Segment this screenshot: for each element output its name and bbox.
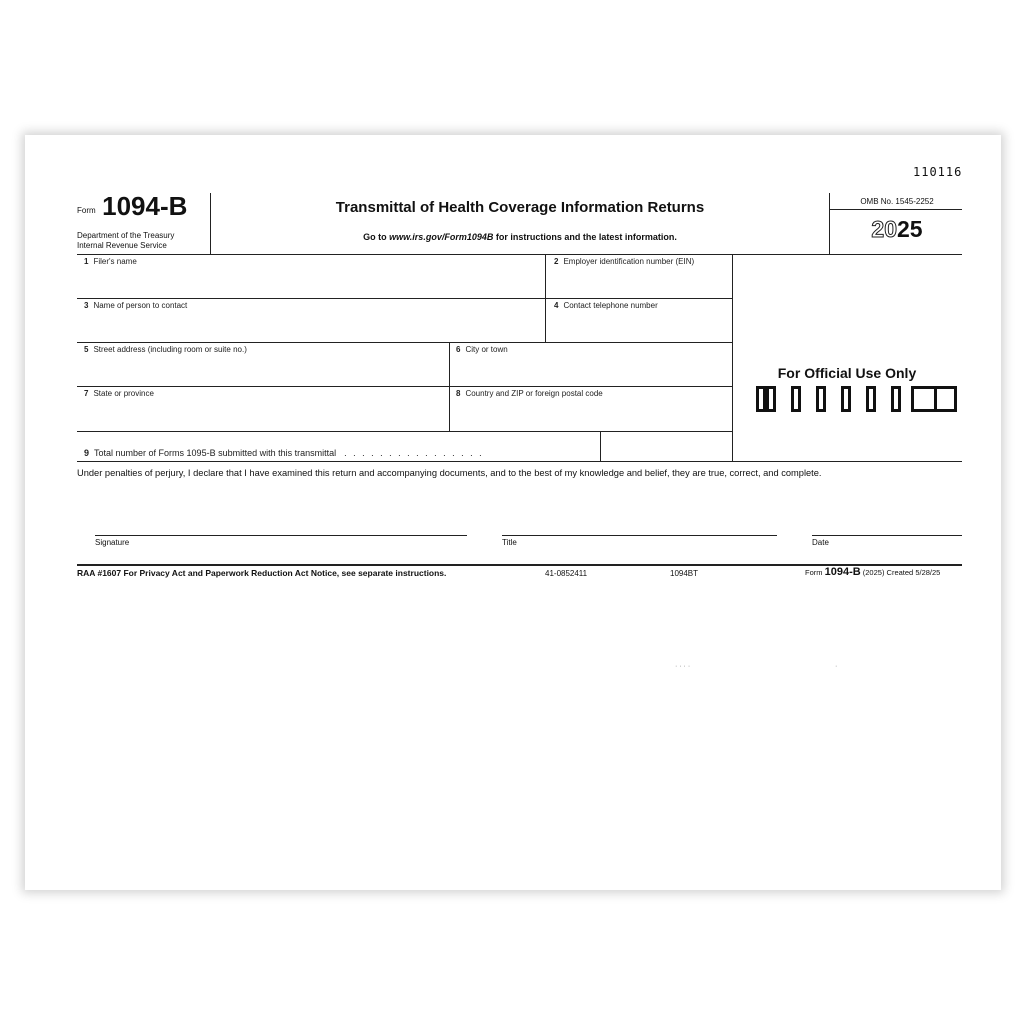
goto-prefix: Go to — [363, 232, 390, 242]
field-7-label: 7 State or province — [84, 389, 154, 398]
footer-form-id — [805, 566, 940, 578]
official-box — [841, 386, 851, 412]
form-code: 1094BT — [670, 569, 699, 578]
tax-year — [829, 216, 965, 243]
year-suffix: 25 — [897, 216, 923, 242]
signature-label: Signature — [95, 538, 130, 547]
privacy-notice: RAA #1607 For Privacy Act and Paperwork Reduction Act Notice, see separate instructions. — [77, 568, 447, 578]
catalog-number: 41-0852411 — [545, 569, 588, 578]
official-use-divider — [732, 254, 733, 461]
signature-line[interactable] — [95, 535, 467, 536]
row-2-rule — [77, 342, 732, 343]
state-input[interactable] — [81, 400, 445, 430]
official-box — [791, 386, 801, 412]
city-input[interactable] — [453, 356, 729, 386]
title-line[interactable] — [502, 535, 777, 536]
goto-instructions — [210, 232, 830, 242]
omb-number: OMB No. 1545-2252 — [860, 197, 934, 206]
scan-artifact: · · · · — [675, 663, 691, 670]
ein-input[interactable] — [549, 268, 729, 298]
header-bottom-rule — [77, 254, 962, 255]
form-number: 1094-B — [102, 191, 188, 221]
department: Department of the Treasury — [77, 231, 175, 240]
footer-created: Created 5/28/25 — [886, 568, 941, 577]
contact-name-input[interactable] — [81, 312, 541, 342]
field-1-label: 1 Filer's name — [84, 257, 137, 266]
footer-form-number: 1094-B — [824, 566, 861, 578]
scan-artifact: · — [835, 663, 838, 670]
form-word: Form — [77, 206, 96, 215]
fields-bottom-rule — [77, 461, 962, 462]
field-4-label: 4 Contact telephone number — [554, 301, 658, 310]
form-sheet — [25, 135, 1001, 890]
total-forms-input[interactable] — [604, 434, 728, 459]
form-id — [77, 191, 187, 222]
footer-form-word: Form — [805, 568, 823, 577]
official-use-boxes — [756, 386, 956, 418]
leader-dots: . . . . . . . . . . . . . . . . — [344, 448, 484, 458]
official-box — [766, 386, 776, 412]
official-use-label: For Official Use Only — [777, 365, 917, 381]
country-zip-input[interactable] — [453, 400, 729, 430]
filer-name-input[interactable] — [81, 268, 541, 298]
form-title: Transmittal of Health Coverage Information Returns — [335, 199, 705, 216]
field-8-label: 8 Country and ZIP or foreign postal code — [456, 389, 603, 398]
date-label: Date — [812, 538, 829, 547]
row-4-rule — [77, 431, 732, 432]
official-box — [816, 386, 826, 412]
official-box — [934, 386, 957, 412]
date-line[interactable] — [812, 535, 962, 536]
field-3-label: 3 Name of person to contact — [84, 301, 188, 310]
agency: Internal Revenue Service — [77, 241, 167, 250]
goto-url[interactable]: www.irs.gov/Form1094B — [389, 232, 494, 242]
title-label: Title — [502, 538, 517, 547]
field-6-label: 6 City or town — [456, 345, 508, 354]
field-5-label: 5 Street address (including room or suite no.) — [84, 345, 247, 354]
omb-divider — [829, 209, 962, 210]
official-box — [866, 386, 876, 412]
row-1-rule — [77, 298, 732, 299]
year-prefix: 20 — [871, 216, 897, 242]
field-2-label: 2 Employer identification number (EIN) — [554, 257, 695, 266]
goto-suffix: for instructions and the latest information. — [493, 232, 677, 242]
perjury-declaration: Under penalties of perjury, I declare that I have examined this return and accompanying documents, and to the best of my knowledge and belief, they are true, correct, and complete. — [77, 468, 822, 478]
total-divider — [600, 431, 601, 461]
street-address-input[interactable] — [81, 356, 445, 386]
footer-year: (2025) — [862, 568, 885, 577]
field-9-label: 9 Total number of Forms 1095-B submitted with this transmittal . . . . . . . . . . . . . . . . — [84, 448, 484, 458]
scan-code: 110116 — [913, 165, 963, 179]
official-box — [756, 386, 766, 412]
row-3-rule — [77, 386, 732, 387]
official-box — [891, 386, 901, 412]
contact-phone-input[interactable] — [549, 312, 729, 342]
